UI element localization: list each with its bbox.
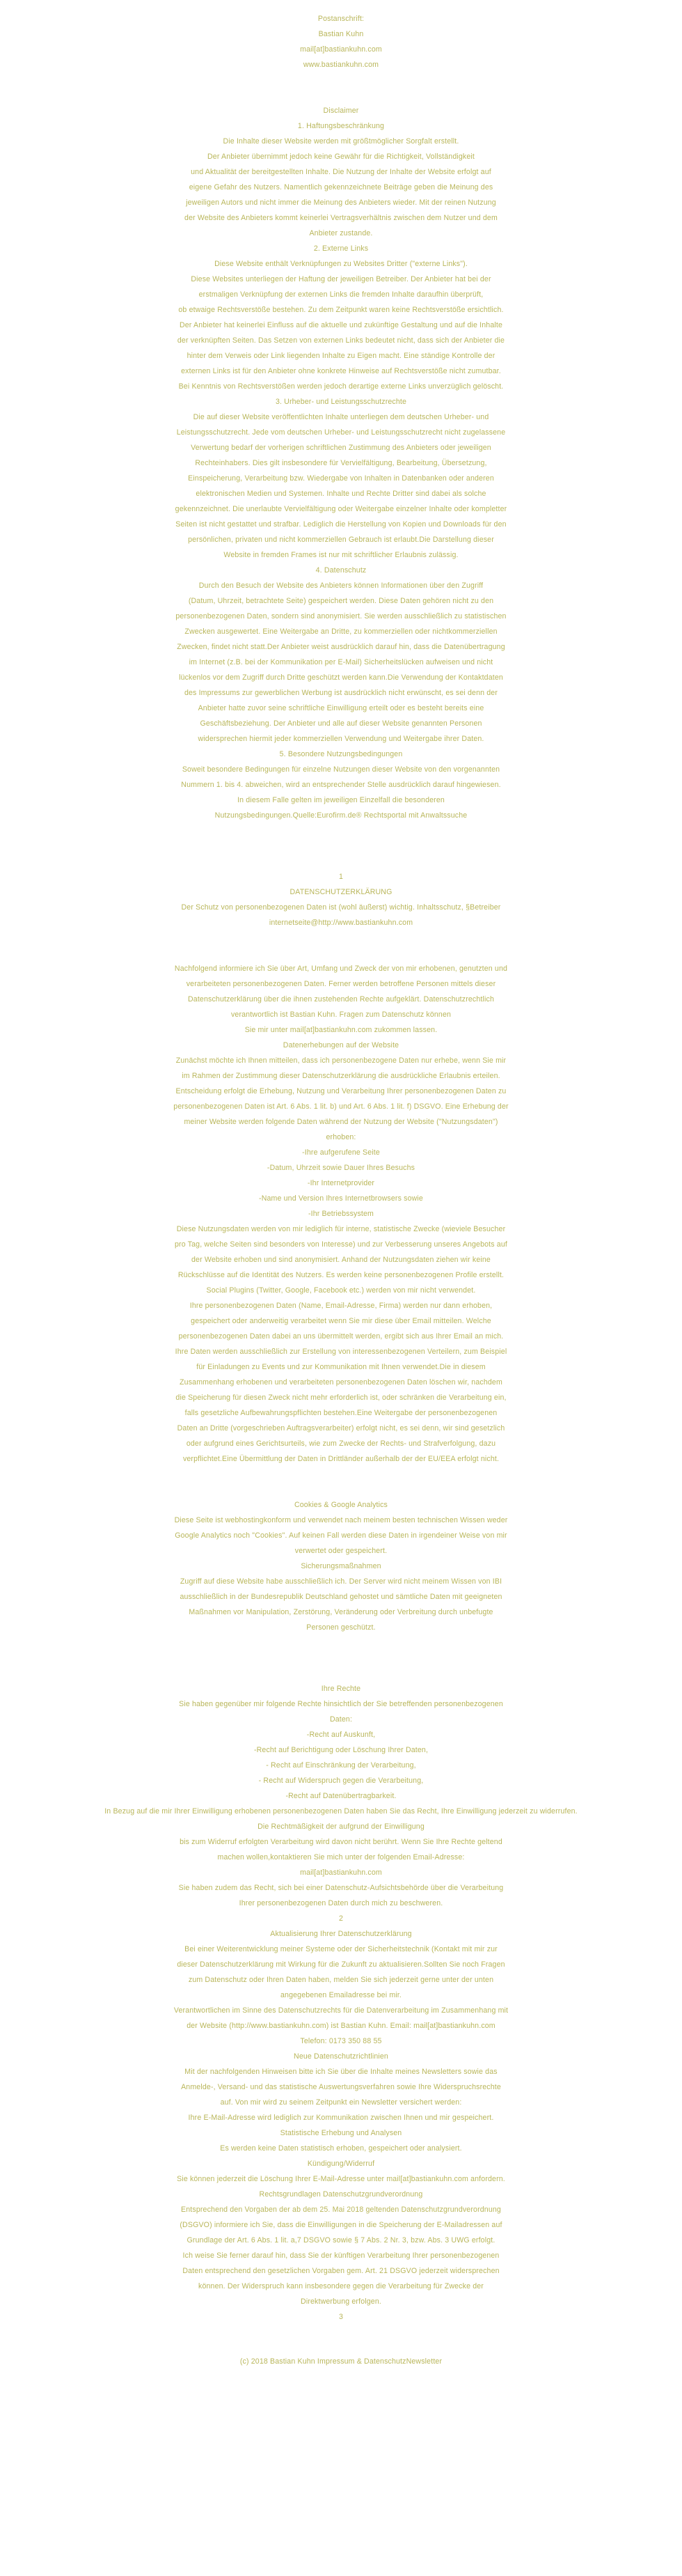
disclaimer-line: jeweiligen Autors und nicht immer die Meinung des Anbieters wieder. Mit der reinen Nutzung bbox=[186, 198, 496, 207]
rights-line: auf. Von mir wird zu seinem Zeitpunkt ein Newsletter versichert werden: bbox=[220, 2098, 462, 2107]
privacy-body-line: falls gesetzliche Aufbewahrungspflichten bestehen.Eine Weitergabe der personenbezogenen bbox=[184, 1409, 498, 1417]
disclaimer-line: In diesem Falle gelten im jeweiligen Einzelfall die besonderen bbox=[237, 796, 445, 804]
disclaimer-line: erstmaligen Verknüpfung der externen Links die fremden Inhalte daraufhin überprüft, bbox=[198, 290, 484, 299]
cookies-line: Zugriff auf diese Website habe ausschließlich ich. Der Server wird nicht meinem Wissen von IBI bbox=[180, 1577, 502, 1586]
privacy-body-line: meiner Website werden folgende Daten während der Nutzung der Website ("Nutzungsdaten") bbox=[184, 1118, 498, 1126]
cookies-line: Google Analytics noch "Cookies". Auf keinen Fall werden diese Daten in irgendeiner Weise von mir bbox=[175, 1531, 507, 1540]
privacy-intro-line: 1 bbox=[338, 873, 344, 881]
disclaimer-line: Seiten ist nicht gestattet und strafbar. Lediglich die Herstellung von Kopien und Downloads für den bbox=[175, 520, 507, 529]
rights-line: angegebenen Emailadresse bei mir. bbox=[280, 1991, 402, 1999]
privacy-body-line: pro Tag, welche Seiten sind besonders von Interesse) und zur Verbesserung unseres Angebots auf bbox=[175, 1240, 507, 1249]
rights-line: Rechtsgrundlagen Datenschutzgrundverordnung bbox=[259, 2190, 423, 2199]
privacy-body-line: -Ihre aufgerufene Seite bbox=[302, 1148, 380, 1157]
website-link[interactable]: www.bastiankuhn.com bbox=[303, 61, 379, 69]
rights-line: Entsprechend den Vorgaben der ab dem 25. Mai 2018 geltenden Datenschutzgrundverordnung bbox=[181, 2206, 501, 2214]
rights-line: Grundlage der Art. 6 Abs. 1 lit. a,7 DSGVO sowie § 7 Abs. 2 Nr. 3, bzw. Abs. 3 UWG erfolgt. bbox=[187, 2236, 495, 2245]
rights-line: 3 bbox=[338, 2313, 344, 2321]
privacy-intro-line: DATENSCHUTZERKLÄRUNG bbox=[290, 888, 392, 896]
privacy-body-line: im Rahmen der Zustimmung dieser Datenschutzerklärung die ausdrückliche Erlaubnis erteilen. bbox=[182, 1072, 500, 1080]
disclaimer-line: Der Anbieter hat keinerlei Einfluss auf die aktuelle und zukünftige Gestaltung und auf die Inhalte bbox=[179, 321, 503, 329]
email-link[interactable]: mail[at]bastiankuhn.com bbox=[300, 45, 382, 54]
rights-line: -Recht auf Berichtigung oder Löschung Ihrer Daten, bbox=[253, 1746, 429, 1754]
header-line: Postanschrift: bbox=[317, 15, 365, 23]
rights-line: Bei einer Weiterentwicklung meiner Systeme oder der Sicherheitstechnik (Kontakt mit mir zur bbox=[184, 1945, 498, 1953]
privacy-body-line: personenbezogenen Daten ist Art. 6 Abs. 1 lit. b) und Art. 6 Abs. 1 lit. f) DSGVO. Eine Erhebung der bbox=[173, 1102, 509, 1111]
cookies-line: Maßnahmen vor Manipulation, Zerstörung, Veränderung oder Verbreitung durch unbefugte bbox=[189, 1608, 493, 1616]
rights-line: Mit der nachfolgenden Hinweisen bitte ich Sie über die Inhalte meines Newsletters sowie das bbox=[184, 2068, 498, 2076]
rights-line: In Bezug auf die mir Ihrer Einwilligung erhobenen personenbezogenen Daten haben Sie das Recht, Ihre Einwilligung jederzeit zu widerrufen. bbox=[104, 1807, 578, 1816]
rights-line: Daten entsprechend den gesetzlichen Vorgaben gem. Art. 21 DSGVO jederzeit widersprechen bbox=[182, 2267, 500, 2275]
rights-line: Ich weise Sie ferner darauf hin, dass Sie der künftigen Verarbeitung Ihrer personenbezogenen bbox=[182, 2251, 500, 2260]
disclaimer-line: persönlichen, privaten und nicht kommerziellen Gebrauch ist erlaubt.Die Darstellung dieser bbox=[188, 536, 494, 544]
disclaimer-line: Einspeicherung, Verarbeitung bzw. Wiedergabe von Inhalten in Datenbanken oder anderen bbox=[188, 474, 494, 483]
privacy-intro-section bbox=[0, 869, 682, 930]
disclaimer-line: Diese Websites unterliegen der Haftung der jeweiligen Betreiber. Der Anbieter hat bei der bbox=[191, 275, 491, 283]
header-block bbox=[0, 11, 682, 72]
privacy-body-line: verarbeiteten personenbezogenen Daten. Ferner werden betroffene Personen mittels dieser bbox=[186, 980, 496, 988]
privacy-body-line: Entscheidung erfolgt die Erhebung, Nutzung und Verarbeitung Ihrer personenbezogenen Daten zu bbox=[175, 1087, 507, 1095]
disclaimer-line: elektronischen Medien und Systemen. Inhalte und Rechte Dritter sind dabei als solche bbox=[196, 490, 486, 498]
disclaimer-line: Verwertung bedarf der vorherigen schriftlichen Zustimmung des Anbieters oder jeweiligen bbox=[191, 444, 491, 452]
disclaimer-line: im Internet (z.B. bei der Kommunikation per E-Mail) Sicherheitslücken aufweisen und nicht bbox=[189, 658, 493, 666]
rights-line: - Recht auf Einschränkung der Verarbeitung, bbox=[266, 1761, 416, 1770]
disclaimer-line: eigene Gefahr des Nutzers. Namentlich gekennzeichnete Beiträge geben die Meinung des bbox=[189, 183, 493, 192]
header-line: Bastian Kuhn bbox=[318, 30, 364, 38]
disclaimer-line: Die auf dieser Website veröffentlichten Inhalte unterliegen dem deutschen Urheber- und bbox=[193, 413, 489, 421]
rights-line: Telefon: 0173 350 88 55 bbox=[300, 2037, 382, 2045]
rights-line: Sie können jederzeit die Löschung Ihrer E-Mail-Adresse unter mail[at]bastiankuhn.com anfordern. bbox=[177, 2175, 505, 2183]
privacy-body-line: Diese Nutzungsdaten werden von mir lediglich für interne, statistische Zwecke (wieviele Besucher bbox=[176, 1225, 506, 1233]
disclaimer-line: der Website des Anbieters kommt keinerlei Vertragsverhältnis zwischen dem Nutzer und dem bbox=[184, 214, 498, 222]
rights-line: der Website (http://www.bastiankuhn.com) ist Bastian Kuhn. Email: mail[at]bastiankuhn.com bbox=[187, 2022, 495, 2030]
privacy-body-line: -Ihr Internetprovider bbox=[307, 1179, 375, 1187]
rights-line: Ihre Rechte bbox=[321, 1685, 361, 1693]
rights-line: Sie haben zudem das Recht, sich bei einer Datenschutz-Aufsichtsbehörde über die Verarbeitung bbox=[178, 1884, 504, 1892]
privacy-body-line: oder aufgrund eines Gerichtsurteils, wie zum Zwecke der Rechts- und Strafverfolgung, dazu bbox=[186, 1439, 496, 1448]
disclaimer-line: hinter dem Verweis oder Link liegenden Inhalte zu Eigen macht. Eine ständige Kontrolle der bbox=[187, 352, 495, 360]
rights-section bbox=[0, 1681, 682, 2325]
privacy-body-line: die Speicherung für diesen Zweck nicht mehr erforderlich ist, oder schränken die Verarbeitung ein, bbox=[175, 1394, 507, 1402]
privacy-body-line: Zusammenhang erhobenen und verarbeiteten personenbezogenen Daten löschen wir, nachdem bbox=[180, 1378, 502, 1387]
disclaimer-line: Bei Kenntnis von Rechtsverstößen werden jedoch derartige externe Links unverzüglich gelöscht. bbox=[178, 382, 504, 391]
privacy-body-line: für Einladungen zu Events und zur Kommunikation mit Ihnen verwendet.Die in diesem bbox=[196, 1363, 486, 1371]
privacy-body-line: Nachfolgend informiere ich Sie über Art, Umfang und Zweck der von mir erhobenen, genutzten und bbox=[174, 965, 508, 973]
disclaimer-line: Durch den Besuch der Website des Anbieters können Informationen über den Zugriff bbox=[198, 581, 484, 590]
disclaimer-line: Anbieter zustande. bbox=[309, 229, 373, 237]
disclaimer-line: lückenlos vor dem Zugriff durch Dritte geschützt werden kann.Die Verwendung der Kontaktdaten bbox=[179, 673, 503, 682]
disclaimer-line: Leistungsschutzrecht. Jede vom deutschen Urheber- und Leistungsschutzrecht nicht zugelassene bbox=[176, 428, 506, 437]
privacy-body-line: Rückschlüsse auf die Identität des Nutzers. Es werden keine personenbezogenen Profile erstellt. bbox=[177, 1271, 505, 1279]
rights-line: können. Der Widerspruch kann insbesondere gegen die Verarbeitung für Zwecke der bbox=[198, 2282, 484, 2290]
privacy-body-line: Ihre personenbezogenen Daten (Name, Email-Adresse, Firma) werden nur dann erhoben, bbox=[189, 1302, 493, 1310]
privacy-body-line: verpflichtet.Eine Übermittlung der Daten in Drittländer außerhalb der der EU/EEA erfolgt nicht. bbox=[182, 1455, 500, 1463]
privacy-body-line: gespeichert oder anderweitig verarbeitet wenn Sie mir diese über Email mitteilen. Welche bbox=[191, 1317, 491, 1325]
rights-line: Sie haben gegenüber mir folgende Rechte hinsichtlich der Sie betreffenden personenbezogenen bbox=[179, 1700, 503, 1708]
disclaimer-line: personenbezogenen Daten, sondern sind anonymisiert. Sie werden ausschließlich zu statistischen bbox=[175, 612, 507, 620]
disclaimer-line: Website in fremden Frames ist nur mit schriftlicher Erlaubnis zulässig. bbox=[223, 551, 459, 559]
cookies-line: Sicherungsmaßnahmen bbox=[301, 1562, 381, 1570]
rights-line: Die Rechtmäßigkeit der aufgrund der Einwilligung bbox=[257, 1822, 425, 1831]
rights-line: (DSGVO) informiere ich Sie, dass die Einwilligungen in die Speicherung der E-Mailadressen auf bbox=[180, 2221, 502, 2229]
disclaimer-line: 5. Besondere Nutzungsbedingungen bbox=[279, 750, 403, 758]
footer-text[interactable]: (c) 2018 Bastian Kuhn Impressum & DatenschutzNewsletter bbox=[239, 2357, 443, 2366]
disclaimer-line: Anbieter hatte zuvor seine schriftliche Einwilligung erteilt oder es besteht bereits eine bbox=[198, 704, 484, 712]
rights-line: zum Datenschutz oder Ihren Daten haben, melden Sie sich jederzeit gerne unter der unten bbox=[188, 1976, 494, 1984]
disclaimer-line: ob etwaige Rechtsverstöße bestehen. Zu dem Zeitpunkt waren keine Rechtsverstöße ersichtlich. bbox=[178, 306, 504, 314]
disclaimer-line: Disclaimer bbox=[323, 107, 359, 115]
rights-line: Neue Datenschutzrichtlinien bbox=[294, 2052, 388, 2061]
cookies-line: Cookies & Google Analytics bbox=[294, 1501, 388, 1509]
disclaimer-line: (Datum, Uhrzeit, betrachtete Seite) gespeichert werden. Diese Daten gehören nicht zu den bbox=[188, 597, 494, 605]
privacy-body-line: erhoben: bbox=[326, 1133, 356, 1141]
privacy-body-line: Sie mir unter mail[at]bastiankuhn.com zukommen lassen. bbox=[244, 1026, 438, 1034]
rights-line: dieser Datenschutzerklärung mit Wirkung für die Zukunft zu aktualisieren.Sollten Sie noch Fragen bbox=[177, 1960, 505, 1969]
privacy-body-line: verantwortlich ist Bastian Kuhn. Fragen zum Datenschutz können bbox=[230, 1010, 452, 1019]
rights-line: Daten: bbox=[329, 1715, 353, 1724]
privacy-body-line: Ihre Daten werden ausschließlich zur Erstellung von interessenbezogenen Verteilern, zum Beispiel bbox=[175, 1348, 507, 1356]
rights-line: Anmelde-, Versand- und das statistische Auswertungsverfahren sowie Ihre Widerspruchsrechte bbox=[181, 2083, 501, 2091]
rights-line: Ihre E-Mail-Adresse wird lediglich zur Kommunikation zwischen Ihnen und mir gespeichert. bbox=[188, 2114, 494, 2122]
cookies-line: ausschließlich in der Bundesrepublik Deutschland gehostet und sämtliche Daten mit geeigneten bbox=[180, 1593, 502, 1601]
privacy-body-line: Datenerhebungen auf der Website bbox=[283, 1041, 399, 1049]
rights-line: bis zum Widerruf erfolgten Verarbeitung wird davon nicht berührt. Wenn Sie Ihre Rechte geltend bbox=[180, 1838, 502, 1846]
disclaimer-line: 2. Externe Links bbox=[313, 244, 369, 253]
privacy-body-line: der Website erhoben und sind anonymisiert. Anhand der Nutzungsdaten ziehen wir keine bbox=[191, 1256, 491, 1264]
disclaimer-line: Diese Website enthält Verknüpfungen zu Websites Dritter ("externe Links"). bbox=[214, 260, 468, 268]
cookies-line: Diese Seite ist webhostingkonform und verwendet nach meinem besten technischen Wissen weder bbox=[174, 1516, 508, 1524]
disclaimer-line: der verknüpften Seiten. Das Setzen von externen Links bedeutet nicht, dass sich der Anbieter die bbox=[177, 336, 505, 345]
disclaimer-line: externen Links ist für den Anbieter ohne konkrete Hinweise auf Rechtsverstöße nicht zumutbar. bbox=[181, 367, 501, 375]
website-link[interactable]: internetseite@http://www.bastiankuhn.com bbox=[269, 919, 413, 927]
rights-line: machen wollen,kontaktieren Sie mich unter der folgenden Email-Adresse: bbox=[217, 1853, 465, 1861]
disclaimer-line: Rechteinhabers. Dies gilt insbesondere für Vervielfältigung, Bearbeitung, Übersetzung, bbox=[195, 459, 487, 467]
cookies-line: Personen geschützt. bbox=[306, 1623, 376, 1632]
privacy-body-line: Daten an Dritte (vorgeschrieben Auftragsverarbeiter) erfolgt nicht, es sei denn, wir sind gesetzlich bbox=[177, 1424, 505, 1433]
rights-line: Direktwerbung erfolgen. bbox=[301, 2297, 381, 2306]
privacy-body-line: personenbezogenen Daten dabei an uns übermittelt werden, ergibt sich aus Ihrer Email an mich. bbox=[178, 1332, 504, 1341]
privacy-body-line: -Datum, Uhrzeit sowie Dauer Ihres Besuchs bbox=[267, 1164, 415, 1172]
disclaimer-line: 4. Datenschutz bbox=[315, 566, 367, 575]
rights-line: Aktualisierung Ihrer Datenschutzerklärung bbox=[270, 1930, 412, 1938]
cookies-section bbox=[0, 1497, 682, 1635]
disclaimer-line: Zwecken, findet nicht statt.Der Anbieter weist ausdrücklich darauf hin, dass die Datenübertragung bbox=[177, 643, 505, 651]
rights-line: Statistische Erhebung und Analysen bbox=[280, 2129, 402, 2137]
disclaimer-line: 3. Urheber- und Leistungsschutzrechte bbox=[275, 398, 407, 406]
disclaimer-line: Geschäftsbeziehung. Der Anbieter und alle auf dieser Website genannten Personen bbox=[200, 719, 482, 728]
disclaimer-line: widersprechen hiermit jeder kommerziellen Verwendung und Weitergabe ihrer Daten. bbox=[198, 735, 484, 743]
privacy-body-line: -Name und Version Ihres Internetbrowsers sowie bbox=[259, 1194, 423, 1203]
disclaimer-line: gekennzeichnet. Die unerlaubte Vervielfältigung oder Weitergabe einzelner Inhalte oder kompletter bbox=[175, 505, 507, 513]
disclaimer-section bbox=[0, 103, 682, 823]
rights-line: Verantwortlichen im Sinne des Datenschutzrechts für die Datenverarbeitung im Zusammenhang mit bbox=[173, 2006, 509, 2015]
footer bbox=[0, 2354, 682, 2369]
cookies-line: verwertet oder gespeichert. bbox=[294, 1547, 388, 1555]
rights-line: -Recht auf Datenübertragbarkeit. bbox=[285, 1792, 397, 1800]
email-link[interactable]: mail[at]bastiankuhn.com bbox=[300, 1868, 382, 1877]
disclaimer-line: Nutzungsbedingungen.Quelle:Eurofirm.de® Rechtsportal mit Anwaltssuche bbox=[214, 811, 468, 820]
disclaimer-line: des Impressums zur gewerblichen Werbung ist ausdrücklich nicht erwünscht, es sei denn der bbox=[184, 689, 498, 697]
privacy-body-line: Datenschutzerklärung über die ihnen zustehenden Rechte aufgeklärt. Datenschutzrechtlich bbox=[187, 995, 494, 1004]
disclaimer-line: und Aktualität der bereitgestellten Inhalte. Die Nutzung der Inhalte der Website erfolgt auf bbox=[191, 168, 491, 176]
rights-line: -Recht auf Auskunft, bbox=[306, 1731, 376, 1739]
disclaimer-line: Nummern 1. bis 4. abweichen, wird an entsprechender Stelle ausdrücklich darauf hingewiesen. bbox=[181, 781, 501, 789]
privacy-body-line: Social Plugins (Twitter, Google, Facebook etc.) werden von mir nicht verwendet. bbox=[206, 1286, 476, 1295]
disclaimer-line: Die Inhalte dieser Website werden mit größtmöglicher Sorgfalt erstellt. bbox=[223, 137, 459, 146]
rights-line: Es werden keine Daten statistisch erhoben, gespeichert oder analysiert. bbox=[220, 2144, 462, 2153]
rights-line: 2 bbox=[338, 1914, 344, 1923]
privacy-body-section bbox=[0, 961, 682, 1467]
privacy-body-line: Zunächst möchte ich Ihnen mitteilen, dass ich personenbezogene Daten nur erhebe, wenn Sie mir bbox=[175, 1056, 507, 1065]
rights-line: Ihrer personenbezogenen Daten durch mich zu beschweren. bbox=[239, 1899, 443, 1907]
disclaimer-line: Zwecken ausgewertet. Eine Weitergabe an Dritte, zu kommerziellen oder nichtkommerziellen bbox=[184, 627, 498, 636]
disclaimer-line: 1. Haftungsbeschränkung bbox=[297, 122, 385, 130]
privacy-body-line: -Ihr Betriebssystem bbox=[308, 1210, 374, 1218]
rights-line: Kündigung/Widerruf bbox=[307, 2160, 375, 2168]
privacy-intro-line: Der Schutz von personenbezogenen Daten ist (wohl äußerst) wichtig. Inhaltsschutz, §Betreiber bbox=[181, 903, 501, 912]
disclaimer-line: Der Anbieter übernimmt jedoch keine Gewähr für die Richtigkeit, Vollständigkeit bbox=[207, 153, 475, 161]
rights-line: - Recht auf Widerspruch gegen die Verarbeitung, bbox=[258, 1777, 424, 1785]
disclaimer-line: Soweit besondere Bedingungen für einzelne Nutzungen dieser Website von den vorgenannten bbox=[182, 765, 500, 774]
